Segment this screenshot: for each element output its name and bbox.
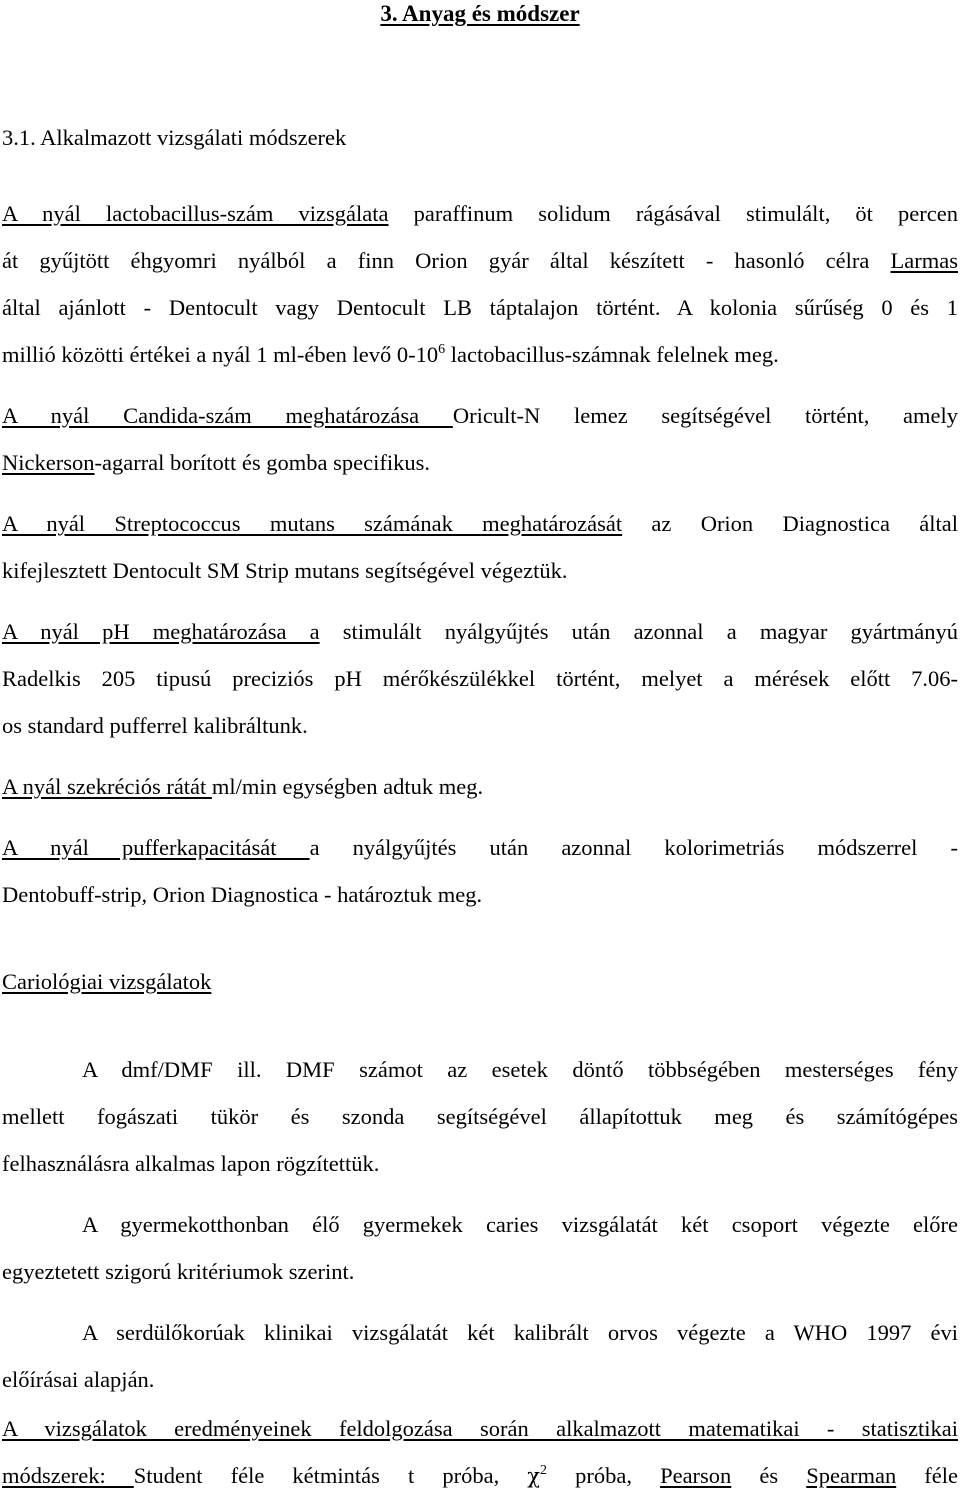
- text-run: féle: [896, 1463, 959, 1488]
- paragraph-statistics-line-2: [2, 1461, 958, 1491]
- underlined-term: A nyál pH meghatározása a: [2, 619, 320, 644]
- paragraph-ph-line-2: Radelkis 205 tipusú preciziós pH mérőkészülékkel történt, melyet a mérések előtt 7.06-: [2, 666, 958, 691]
- text-run: Oricult-N lemez segítségével történt, amely: [452, 403, 959, 428]
- paragraph-adolescent-line-2: előírásai alapján.: [2, 1367, 155, 1392]
- text-run: millió közötti értékei a nyál 1 ml-ében levő 0-10: [2, 342, 439, 367]
- underlined-term: A nyál Candida-szám meghatározása: [2, 403, 453, 428]
- text-run: ml/min egységben adtuk meg.: [211, 774, 484, 799]
- text-run: -agarral borított és gomba specifikus.: [94, 450, 431, 475]
- chi-symbol: χ: [527, 1464, 541, 1488]
- paragraph-secretion-line-1: [2, 772, 958, 802]
- paragraph-ph-line-3: os standard pufferrel kalibráltunk.: [2, 713, 308, 738]
- text-run: a nyálgyűjtés után azonnal kolorimetriás módszerrel -: [309, 835, 959, 860]
- paragraph-dmf-line-1: A dmf/DMF ill. DMF számot az esetek döntő többségében mesterséges fény: [82, 1057, 958, 1082]
- paragraph-adolescent-line-1: A serdülőkorúak klinikai vizsgálatát két kalibrált orvos végezte a WHO 1997 évi: [82, 1320, 958, 1345]
- paragraph-dmf-line-2: mellett fogászati tükör és szonda segítségével állapítottuk meg és számítógépes: [2, 1104, 958, 1129]
- paragraph-lactobacillus-line-1: [2, 199, 958, 229]
- underlined-name: Nickerson: [2, 450, 95, 475]
- superscript: 2: [540, 1463, 548, 1478]
- text-run: és: [731, 1463, 807, 1488]
- paragraph-ph-line-1: [2, 617, 958, 647]
- underlined-term: A nyál Streptococcus mutans számának meghatározását: [2, 511, 623, 536]
- paragraph-dmf-line-3: felhasználásra alkalmas lapon rögzítettük.: [2, 1151, 380, 1176]
- section-heading: 3.1. Alkalmazott vizsgálati módszerek: [2, 125, 347, 150]
- paragraph-buffer-line-2: Dentobuff-strip, Orion Diagnostica - határoztuk meg.: [2, 882, 483, 907]
- paragraph-statistics-line-1: [2, 1414, 958, 1444]
- underlined-term: A nyál pufferkapacitását: [2, 835, 310, 860]
- paragraph-orphanage-line-2: egyeztetett szigorú kritériumok szerint.: [2, 1259, 355, 1284]
- superscript: 6: [438, 342, 446, 357]
- underlined-term: A vizsgálatok eredményeinek feldolgozása során alkalmazott matematikai - statisztikai: [2, 1416, 958, 1441]
- paragraph-candida-line-2: [2, 448, 958, 478]
- paragraph-candida-line-1: [2, 401, 958, 431]
- paragraph-orphanage-line-1: A gyermekotthonban élő gyermekek caries vizsgálatát két csoport végezte előre: [82, 1212, 958, 1237]
- underlined-name: Larmas: [890, 248, 958, 273]
- heading-text: Cariológiai vizsgálatok: [2, 969, 212, 994]
- text-run: stimulált nyálgyűjtés után azonnal a magyar gyártmányú: [319, 619, 958, 644]
- underlined-term: módszerek:: [2, 1463, 134, 1488]
- text-run: paraffinum solidum rágásával stimulált, öt percen: [388, 201, 958, 226]
- text-run: próba,: [547, 1463, 661, 1488]
- paragraph-lactobacillus-line-2: [2, 246, 958, 276]
- cariology-heading: [2, 967, 958, 997]
- text-run: az Orion Diagnostica által: [622, 511, 958, 536]
- paragraph-lactobacillus-line-4: [2, 340, 958, 370]
- paragraph-streptococcus-line-2: kifejlesztett Dentocult SM Strip mutans segítségével végeztük.: [2, 558, 568, 583]
- paragraph-buffer-line-1: [2, 833, 958, 863]
- text-run: át gyűjtött éhgyomri nyálból a finn Orion gyár által készített - hasonló célra: [2, 248, 891, 273]
- underlined-term: A nyál lactobacillus-szám vizsgálata: [2, 201, 389, 226]
- page-title: 3. Anyag és módszer: [380, 1, 580, 26]
- text-run: Student féle kétmintás t próba,: [133, 1463, 528, 1488]
- underlined-name: Pearson: [660, 1463, 732, 1488]
- underlined-name: Spearman: [806, 1463, 897, 1488]
- paragraph-streptococcus-line-1: [2, 509, 958, 539]
- text-run: lactobacillus-számnak felelnek meg.: [445, 342, 779, 367]
- paragraph-lactobacillus-line-3: által ajánlott - Dentocult vagy Dentocult LB táptalajon történt. A kolonia sűrűség 0 és 1: [2, 295, 958, 320]
- underlined-term: A nyál szekréciós rátát: [2, 774, 212, 799]
